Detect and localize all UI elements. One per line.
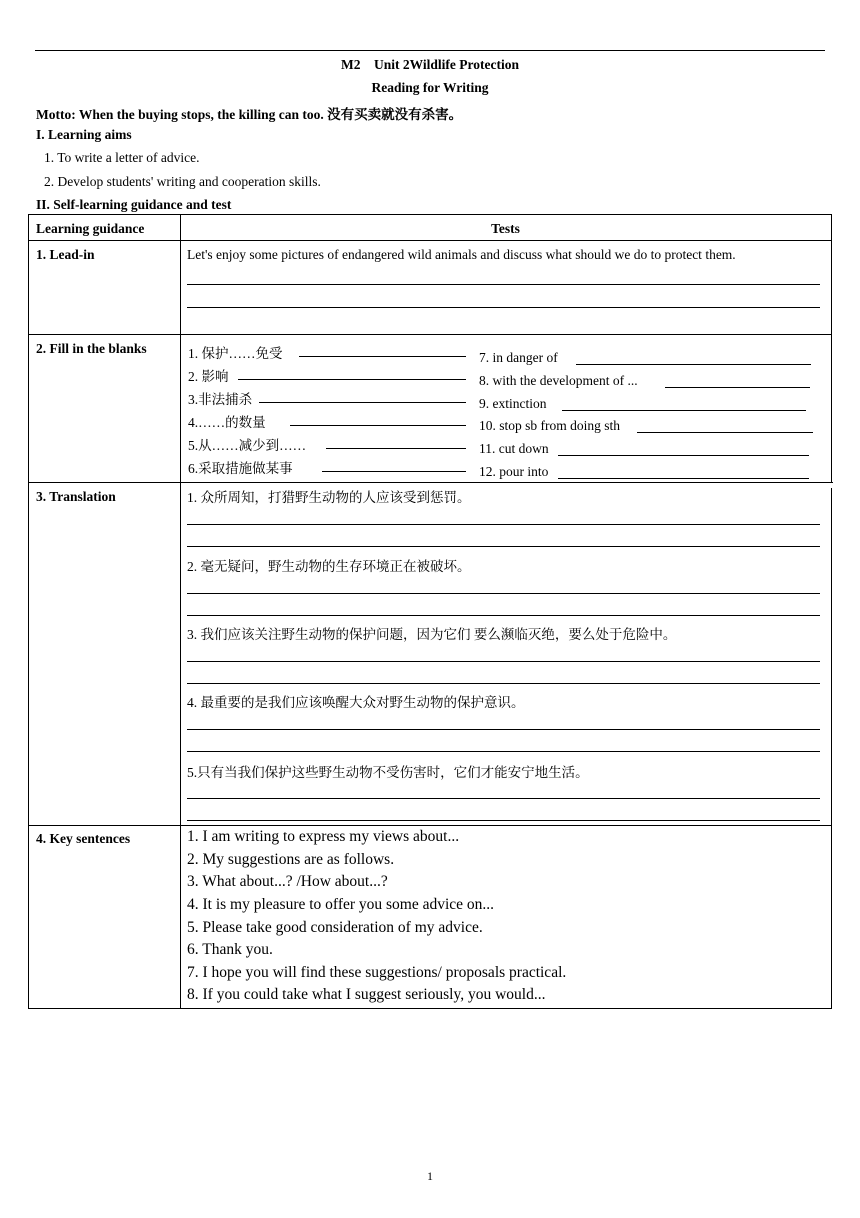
fill-item: 8. with the development of ...	[479, 373, 638, 388]
translation-item: 5.只有当我们保护这些野生动物不受伤害时，它们才能安宁地生活。	[187, 765, 589, 780]
fill-blanks-label: 2. Fill in the blanks	[36, 341, 147, 356]
translation-item: 2. 毫无疑问，野生动物的生存环境正在被破坏。	[187, 559, 471, 574]
key-sentence: 6. Thank you.	[187, 941, 273, 958]
learning-aim-item: 1. To write a letter of advice.	[44, 150, 200, 165]
key-sentence: 4. It is my pleasure to offer you some advice on...	[187, 896, 495, 913]
answer-line[interactable]	[187, 593, 820, 594]
key-sentence: 5. Please take good consideration of my advice.	[187, 919, 483, 936]
key-sentence: 8. If you could take what I suggest seriously, you would...	[187, 986, 546, 1003]
key-sentence: 1. I am writing to express my views about...	[187, 828, 460, 845]
table-border	[831, 214, 832, 482]
page-title: M2 Unit 2Wildlife Protection	[341, 57, 519, 72]
learning-aims-heading: I. Learning aims	[36, 127, 132, 142]
fill-blank[interactable]	[558, 455, 809, 456]
answer-line[interactable]	[187, 798, 820, 799]
fill-item: 1. 保护……免受	[188, 346, 283, 361]
fill-blank[interactable]	[558, 478, 809, 479]
translation-item: 3. 我们应该关注野生动物的保护问题，因为它们 要么濒临灭绝，要么处于危险中。	[187, 627, 677, 642]
answer-line[interactable]	[187, 661, 820, 662]
fill-item: 7. in danger of	[479, 350, 558, 365]
fill-item: 10. stop sb from doing sth	[479, 418, 621, 433]
fill-item: 2. 影响	[188, 369, 229, 384]
table-border	[180, 214, 181, 1008]
table-border	[28, 214, 832, 215]
key-sentences-label: 4. Key sentences	[36, 831, 131, 846]
answer-line[interactable]	[187, 524, 820, 525]
fill-blank[interactable]	[259, 402, 466, 403]
page-number: 1	[427, 1169, 433, 1183]
table-border	[831, 488, 832, 1008]
answer-line[interactable]	[187, 615, 820, 616]
fill-blank[interactable]	[576, 364, 811, 365]
fill-item: 12. pour into	[479, 464, 549, 479]
table-border	[828, 482, 833, 483]
table-border	[28, 214, 29, 1008]
section-heading: II. Self-learning guidance and test	[36, 197, 232, 212]
translation-item: 4. 最重要的是我们应该唤醒大众对野生动物的保护意识。	[187, 695, 525, 710]
answer-line[interactable]	[187, 284, 820, 285]
fill-item: 4.……的数量	[188, 415, 266, 430]
answer-line[interactable]	[187, 546, 820, 547]
answer-line[interactable]	[187, 307, 820, 308]
translation-item: 1. 众所周知，打猎野生动物的人应该受到惩罚。	[187, 490, 471, 505]
fill-item: 6.采取措施做某事	[188, 461, 293, 476]
translation-label: 3. Translation	[36, 489, 116, 504]
page-subtitle: Reading for Writing	[371, 80, 489, 95]
col-header-tests: Tests	[491, 221, 520, 236]
fill-blank[interactable]	[299, 356, 466, 357]
fill-blank[interactable]	[562, 410, 806, 411]
table-border	[28, 1008, 832, 1009]
fill-blank[interactable]	[238, 379, 466, 380]
fill-blank[interactable]	[637, 432, 813, 433]
key-sentence: 7. I hope you will find these suggestions/ proposals practical.	[187, 964, 567, 981]
motto: Motto: When the buying stops, the killing can too. 没有买卖就没有杀害。	[36, 107, 463, 122]
header-rule	[35, 50, 825, 51]
table-border	[28, 482, 832, 483]
fill-item: 3.非法捕杀	[188, 392, 253, 407]
fill-blank[interactable]	[290, 425, 466, 426]
key-sentence: 3. What about...? /How about...?	[187, 873, 388, 890]
key-sentence: 2. My suggestions are as follows.	[187, 851, 395, 868]
fill-item: 11. cut down	[479, 441, 549, 456]
table-border	[28, 240, 832, 241]
answer-line[interactable]	[187, 751, 820, 752]
answer-line[interactable]	[187, 729, 820, 730]
fill-item: 5.从……减少到……	[188, 438, 307, 453]
learning-aim-item: 2. Develop students' writing and cooperation skills.	[44, 174, 321, 189]
leadin-text: Let's enjoy some pictures of endangered wild animals and discuss what should we do to protect them.	[187, 247, 736, 262]
answer-line[interactable]	[187, 683, 820, 684]
leadin-label: 1. Lead-in	[36, 247, 95, 262]
answer-line[interactable]	[187, 820, 820, 821]
fill-blank[interactable]	[326, 448, 466, 449]
fill-blank[interactable]	[665, 387, 810, 388]
fill-item: 9. extinction	[479, 396, 547, 411]
table-border	[28, 334, 832, 335]
col-header-guidance: Learning guidance	[36, 221, 145, 236]
fill-blank[interactable]	[322, 471, 466, 472]
table-border	[28, 825, 832, 826]
